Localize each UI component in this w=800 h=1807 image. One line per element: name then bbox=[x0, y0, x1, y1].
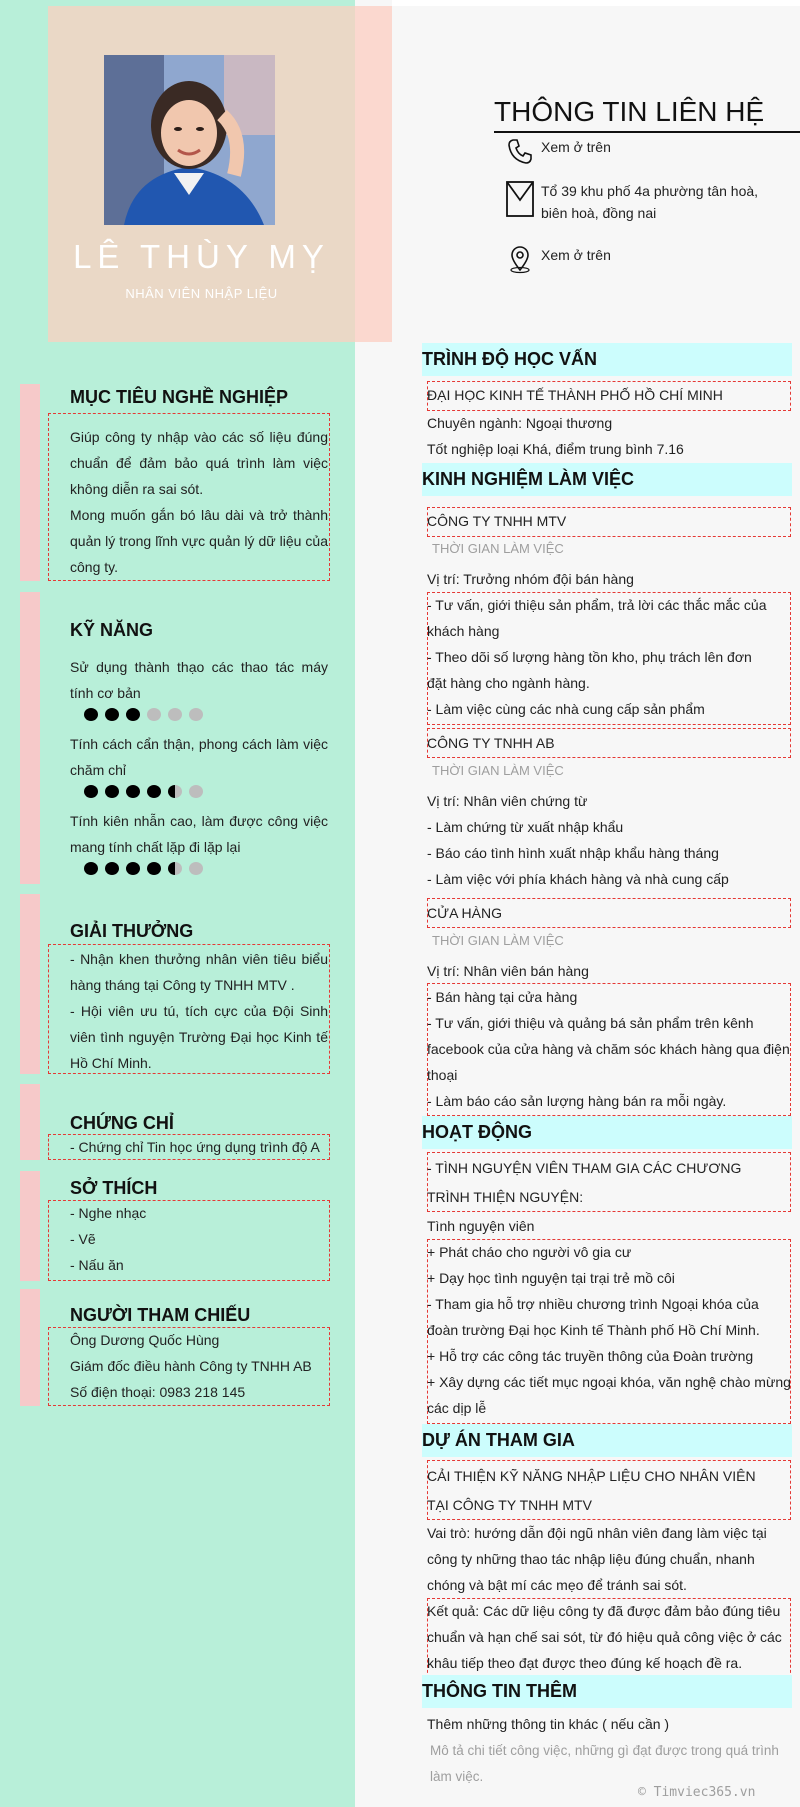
rating-dot bbox=[189, 785, 203, 798]
job-duty: - Bán hàng tại cửa hàng bbox=[427, 989, 578, 1005]
rating-dot bbox=[168, 708, 182, 721]
awards-heading: GIẢI THƯỞNG bbox=[70, 921, 194, 941]
skill-rating bbox=[84, 862, 328, 875]
contact-location-row bbox=[505, 244, 766, 274]
activity-line: + Phát cháo cho người vô gia cư bbox=[427, 1244, 632, 1260]
rating-dot bbox=[126, 708, 140, 721]
experience-heading: KINH NGHIỆM LÀM VIỆC bbox=[422, 463, 792, 496]
rating-dot bbox=[84, 708, 98, 721]
hobby-item: - Nấu ăn bbox=[70, 1257, 124, 1273]
references-heading: NGƯỜI THAM CHIẾU bbox=[70, 1305, 251, 1325]
awards-accent-bar bbox=[20, 894, 40, 1074]
contact-phone-row bbox=[505, 136, 766, 166]
education-school: ĐẠI HỌC KINH TẾ THÀNH PHỐ HỒ CHÍ MINH bbox=[427, 387, 723, 403]
rating-dot bbox=[84, 862, 98, 875]
job-duty: - Làm việc với phía khách hàng và nhà cung cấp bbox=[427, 871, 729, 887]
contact-heading-rule bbox=[494, 131, 800, 133]
project-result: Kết quả: Các dữ liệu công ty đã được đảm bảo đúng tiêu chuẩn và hạn chế sai sót, từ đó hiệu quả công việc ở các khâu tiếp theo đạt được theo đúng kế hoạch đề ra. bbox=[427, 1603, 782, 1671]
job-company: CÔNG TY TNHH AB bbox=[427, 735, 555, 751]
activity-line: + Xây dựng các tiết mục ngoại khóa, văn nghệ chào mừng các dịp lễ bbox=[427, 1374, 791, 1416]
references-accent-bar bbox=[20, 1289, 40, 1406]
contact-address: Tổ 39 khu phố 4a phường tân hoà, biên hoà, đồng nai bbox=[541, 183, 759, 221]
hobbies-accent-bar bbox=[20, 1171, 40, 1281]
job-company: CÔNG TY TNHH MTV bbox=[427, 513, 567, 529]
extra-heading: THÔNG TIN THÊM bbox=[422, 1675, 792, 1708]
job-duty: - Theo dõi số lượng hàng tồn kho, phụ trách lên đơn đặt hàng cho ngành hàng. bbox=[427, 649, 752, 691]
job-duty: - Làm việc cùng các nhà cung cấp sản phẩm bbox=[427, 701, 705, 717]
projects-heading: DỰ ÁN THAM GIA bbox=[422, 1424, 792, 1457]
job-duty: - Báo cáo tình hình xuất nhập khẩu hàng tháng bbox=[427, 845, 719, 861]
extra-hint: Mô tả chi tiết công việc, những gì đạt được trong quá trình làm việc. bbox=[430, 1743, 779, 1784]
activity-role: Tình nguyện viên bbox=[427, 1218, 535, 1234]
hobbies-list bbox=[70, 1200, 328, 1278]
rating-dot bbox=[168, 785, 182, 798]
candidate-job-title: NHÂN VIÊN NHẬP LIỆU bbox=[125, 286, 278, 301]
award-line: - Hội viên ưu tú, tích cực của Đội Sinh viên tình nguyện Trường Đại học Kinh tế Hồ Chí Minh. bbox=[70, 1003, 328, 1071]
skill-label: Tính kiên nhẫn cao, làm được công việc mang tính chất lặp đi lặp lại bbox=[70, 813, 328, 855]
award-line: - Nhận khen thưởng nhân viên tiêu biểu hàng tháng tại Công ty TNHH MTV . bbox=[70, 951, 328, 993]
education-heading: TRÌNH ĐỘ HỌC VẤN bbox=[422, 343, 792, 376]
contact-address-row bbox=[505, 180, 766, 224]
profile-header-accent bbox=[355, 6, 392, 342]
objective-heading: MỤC TIÊU NGHỀ NGHIỆP bbox=[70, 387, 289, 407]
references-list bbox=[70, 1327, 328, 1405]
hobbies-heading: SỞ THÍCH bbox=[70, 1178, 158, 1198]
activity-line: + Dạy học tình nguyện tại trại trẻ mồ côi bbox=[427, 1270, 675, 1286]
skills-accent-bar bbox=[20, 592, 40, 884]
certificates-heading: CHỨNG CHỈ bbox=[70, 1113, 174, 1133]
phone-icon bbox=[505, 136, 535, 166]
top-band bbox=[392, 0, 800, 6]
rating-dot bbox=[147, 785, 161, 798]
activity-line: - Tham gia hỗ trợ nhiều chương trình Ngoại khóa của đoàn trường Đại học Kinh tế Thành phố Hồ Chí Minh. bbox=[427, 1296, 760, 1338]
job-duties bbox=[427, 984, 791, 1114]
objective-text bbox=[70, 424, 328, 580]
rating-dot bbox=[126, 785, 140, 798]
activity-line: + Hỗ trợ các công tác truyền thông của Đoàn trường bbox=[427, 1348, 754, 1364]
rating-dot bbox=[168, 862, 182, 875]
job-duty: - Làm chứng từ xuất nhập khẩu bbox=[427, 819, 624, 835]
job-duty: - Tư vấn, giới thiệu và quảng bá sản phẩm trên kênh facebook của cửa hàng và chăm sóc khách hàng qua điện thoại bbox=[427, 1015, 790, 1083]
rating-dot bbox=[105, 862, 119, 875]
awards-text bbox=[70, 946, 328, 1076]
job-period: THỜI GIAN LÀM VIỆC bbox=[432, 763, 564, 778]
skill-item bbox=[70, 808, 328, 875]
rating-dot bbox=[147, 862, 161, 875]
skill-item bbox=[70, 731, 328, 798]
objective-accent-bar bbox=[20, 384, 40, 581]
activity-title: - TÌNH NGUYỆN VIÊN THAM GIA CÁC CHƯƠNG TRÌNH THIỆN NGUYỆN: bbox=[427, 1160, 742, 1205]
job-period: THỜI GIAN LÀM VIỆC bbox=[432, 933, 564, 948]
candidate-name: LÊ THÙY MỴ bbox=[73, 238, 330, 275]
project-title: CẢI THIỆN KỸ NĂNG NHẬP LIỆU CHO NHÂN VIÊN TẠI CÔNG TY TNHH MTV bbox=[427, 1468, 756, 1513]
rating-dot bbox=[147, 708, 161, 721]
education-result: Tốt nghiệp loại Khá, điểm trung bình 7.16 bbox=[427, 441, 684, 457]
job-duties bbox=[427, 592, 767, 722]
hobby-item: - Nghe nhạc bbox=[70, 1205, 147, 1221]
certificates-accent-bar bbox=[20, 1084, 40, 1160]
watermark: © Timviec365.vn bbox=[638, 1785, 756, 1800]
education-major: Chuyên ngành: Ngoại thương bbox=[427, 415, 613, 431]
job-position: Vị trí: Nhân viên chứng từ bbox=[427, 793, 588, 809]
job-position: Vị trí: Trưởng nhóm đội bán hàng bbox=[427, 571, 634, 587]
activities-heading: HOẠT ĐỘNG bbox=[422, 1116, 792, 1149]
envelope-icon bbox=[505, 180, 535, 218]
reference-line: Ông Dương Quốc Hùng bbox=[70, 1332, 220, 1348]
avatar-photo bbox=[104, 55, 275, 225]
objective-line: Mong muốn gắn bó lâu dài và trở thành quản lý trong lĩnh vực quản lý dữ liệu của công ty. bbox=[70, 507, 328, 575]
skill-label: Tính cách cẩn thận, phong cách làm việc chăm chỉ bbox=[70, 736, 328, 778]
rating-dot bbox=[84, 785, 98, 798]
hobby-item: - Vẽ bbox=[70, 1231, 96, 1247]
contact-phone: Xem ở trên bbox=[541, 139, 611, 155]
project-role: Vai trò: hướng dẫn đội ngũ nhân viên đang làm việc tại công ty những thao tác nhập liệu đúng chuẩn, nhanh chóng và bật mí các mẹo để tránh sai sót. bbox=[427, 1525, 767, 1593]
skill-rating bbox=[84, 785, 328, 798]
job-duties bbox=[427, 814, 792, 892]
rating-dot bbox=[105, 708, 119, 721]
job-duty: - Làm báo cáo sản lượng hàng bán ra mỗi ngày. bbox=[427, 1093, 727, 1109]
rating-dot bbox=[105, 785, 119, 798]
job-duty: - Tư vấn, giới thiệu sản phẩm, trả lời các thắc mắc của khách hàng bbox=[427, 597, 767, 639]
contact-location: Xem ở trên bbox=[541, 247, 611, 263]
rating-dot bbox=[189, 862, 203, 875]
job-period: THỜI GIAN LÀM VIỆC bbox=[432, 541, 564, 556]
objective-line: Giúp công ty nhập vào các số liệu đúng chuẩn để đảm bảo quá trình làm việc không diễn ra sai sót. bbox=[70, 429, 328, 497]
rating-dot bbox=[126, 862, 140, 875]
rating-dot bbox=[189, 708, 203, 721]
job-company: CỬA HÀNG bbox=[427, 905, 502, 921]
reference-line: Giám đốc điều hành Công ty TNHH AB bbox=[70, 1358, 312, 1374]
extra-line: Thêm những thông tin khác ( nếu cần ) bbox=[427, 1716, 670, 1732]
activity-details bbox=[427, 1239, 791, 1421]
reference-line: Số điện thoại: 0983 218 145 bbox=[70, 1384, 246, 1400]
certificate-line: - Chứng chỉ Tin học ứng dụng trình độ A bbox=[70, 1139, 320, 1155]
skill-label: Sử dụng thành thạo các thao tác máy tính cơ bản bbox=[70, 659, 328, 701]
skills-heading: KỸ NĂNG bbox=[70, 620, 154, 640]
job-position: Vị trí: Nhân viên bán hàng bbox=[427, 963, 589, 979]
location-pin-icon bbox=[505, 244, 535, 274]
skill-rating bbox=[84, 708, 328, 721]
contact-heading: THÔNG TIN LIÊN HỆ bbox=[494, 96, 765, 127]
skill-item bbox=[70, 654, 328, 721]
